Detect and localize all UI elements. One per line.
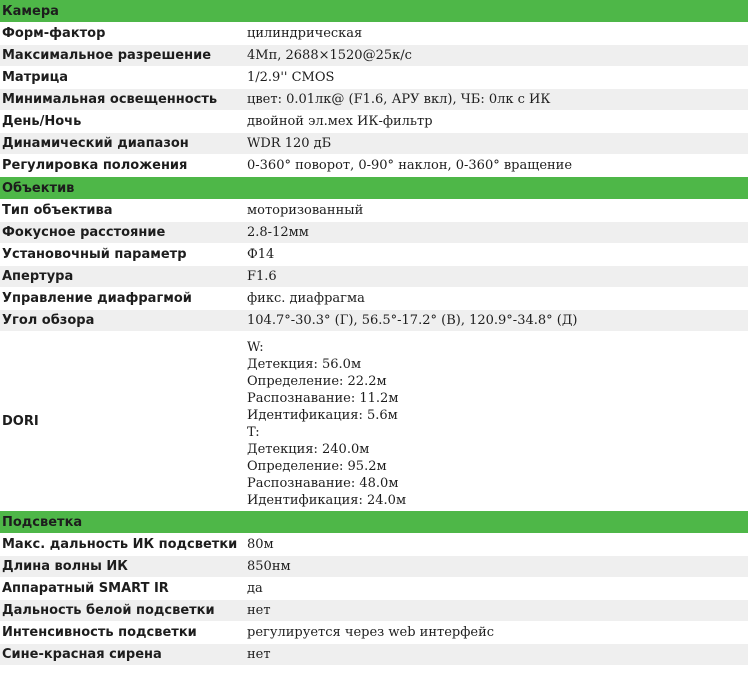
spec-row (0, 534, 748, 556)
section-title: Камера (0, 0, 748, 23)
spec-value: нет (244, 644, 748, 666)
spec-row (0, 222, 748, 244)
spec-row (0, 556, 748, 578)
dori-line: Детекция: 240.0м (247, 442, 370, 457)
spec-value: WDR 120 дБ (244, 133, 748, 155)
spec-row (0, 578, 748, 600)
spec-key: Управление диафрагмой (0, 288, 244, 310)
spec-key: Дальность белой подсветки (0, 600, 244, 622)
spec-key: Фокусное расстояние (0, 222, 244, 244)
dori-line: W: (247, 340, 264, 355)
spec-value: 80м (244, 534, 748, 556)
spec-value: двойной эл.мех ИК-фильтр (244, 111, 748, 133)
spec-value: Ф14 (244, 244, 748, 266)
spec-row (0, 288, 748, 310)
spec-row (0, 600, 748, 622)
spec-key: Динамический диапазон (0, 133, 244, 155)
dori-line: Распознавание: 48.0м (247, 476, 399, 491)
dori-line: Определение: 95.2м (247, 459, 387, 474)
dori-line: Детекция: 56.0м (247, 357, 362, 372)
spec-key: Сине-красная сирена (0, 644, 244, 666)
spec-value: моторизованный (244, 200, 748, 222)
spec-value: 4Мп, 2688×1520@25к/с (244, 45, 748, 67)
spec-row (0, 644, 748, 666)
spec-key: Матрица (0, 67, 244, 89)
spec-row (0, 111, 748, 133)
spec-key: Макс. дальность ИК подсветки (0, 534, 244, 556)
spec-value: 2.8-12мм (244, 222, 748, 244)
spec-row (0, 89, 748, 111)
spec-value: цилиндрическая (244, 23, 748, 45)
dori-line: T: (247, 425, 260, 440)
spec-key: Тип объектива (0, 200, 244, 222)
spec-row (0, 67, 748, 89)
spec-key: Максимальное разрешение (0, 45, 244, 67)
spec-row (0, 244, 748, 266)
dori-row (0, 332, 748, 511)
spec-value: 1/2.9'' CMOS (244, 67, 748, 89)
spec-key: Аппаратный SMART IR (0, 578, 244, 600)
spec-value: да (244, 578, 748, 600)
section-header (0, 511, 748, 534)
spec-value: нет (244, 600, 748, 622)
spec-row (0, 23, 748, 45)
spec-row (0, 310, 748, 332)
spec-value (244, 332, 748, 511)
spec-key: Минимальная освещенность (0, 89, 244, 111)
spec-key: Апертура (0, 266, 244, 288)
spec-row (0, 200, 748, 222)
spec-row (0, 622, 748, 644)
section-header (0, 177, 748, 200)
spec-value: регулируется через web интерфейс (244, 622, 748, 644)
spec-row (0, 133, 748, 155)
dori-line: Распознавание: 11.2м (247, 391, 399, 406)
spec-value: 0-360° поворот, 0-90° наклон, 0-360° вращение (244, 155, 748, 177)
section-title: Подсветка (0, 511, 748, 534)
spec-value: 850нм (244, 556, 748, 578)
spec-row (0, 266, 748, 288)
dori-values (247, 333, 748, 509)
spec-value: цвет: 0.01лк@ (F1.6, АРУ вкл), ЧБ: 0лк с ИК (244, 89, 748, 111)
spec-row (0, 155, 748, 177)
spec-row (0, 45, 748, 67)
spec-value: F1.6 (244, 266, 748, 288)
spec-key: DORI (0, 332, 244, 511)
dori-line: Определение: 22.2м (247, 374, 387, 389)
spec-key: День/Ночь (0, 111, 244, 133)
spec-key: Форм-фактор (0, 23, 244, 45)
section-header (0, 0, 748, 23)
spec-value: фикс. диафрагма (244, 288, 748, 310)
spec-key: Интенсивность подсветки (0, 622, 244, 644)
spec-key: Длина волны ИК (0, 556, 244, 578)
spec-key: Установочный параметр (0, 244, 244, 266)
dori-line: Идентификация: 24.0м (247, 493, 407, 508)
spec-key: Регулировка положения (0, 155, 244, 177)
dori-line: Идентификация: 5.6м (247, 408, 398, 423)
spec-value: 104.7°-30.3° (Г), 56.5°-17.2° (В), 120.9°-34.8° (Д) (244, 310, 748, 332)
section-title: Объектив (0, 177, 748, 200)
spec-key: Угол обзора (0, 310, 244, 332)
